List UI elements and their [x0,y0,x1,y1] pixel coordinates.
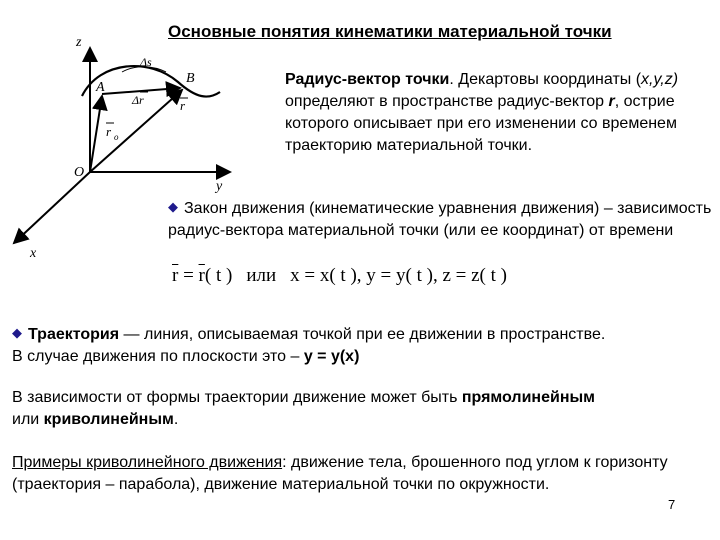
point-b-label: B [186,71,195,86]
delta-r-label: Δr [132,93,144,107]
axis-x-label: x [30,246,37,261]
trajectory-forms-text: В зависимости от формы траектории движение может быть прямолинейным или криволинейным. [12,389,595,428]
motion-equation: $\overline{r} = \overline{r}$( t ) или x = x( t ), y = y( t ), z = z( t ) [172,265,507,286]
point-a-label: A [96,80,105,95]
axis-z-label: z [76,35,82,50]
r-zero-sub-label: o [114,132,119,142]
x-axis [14,172,90,243]
radius-vector-text: Радиус-вектор точки. Декартовы координаты (x,y,z) определяют в пространстве радиус-вектор r, острие которого описывает при его изменении со временем траекторию материальной точки. [285,71,679,154]
axis-y-label: y [216,179,223,194]
law-of-motion-text: ◆ Закон движения (кинематические уравнения движения) – зависимость радиус-вектора материальной точки (или ее координат) от времени [168,199,712,239]
r0-vector [90,96,102,172]
diamond-bullet-icon: ◆ [12,325,22,340]
delta-s-label: Δs [140,55,152,69]
radius-vector-heading: Радиус-вектор точки [285,71,450,88]
r-vector-label: r [180,98,186,113]
trajectory-text: ◆ Траектория — линия, описываемая точкой при ее движении в пространстве. В случае движения по плоскости это – y = y(x) [12,325,606,365]
page-title: Основные понятия кинематики материальной точки [168,22,612,41]
diamond-bullet-icon: ◆ [168,199,178,214]
page-number: 7 [668,497,676,512]
r-zero-label: r [106,124,112,139]
origin-label: O [74,165,85,180]
curvilinear-examples-text: Примеры криволинейного движения: движение тела, брошенного под углом к горизонту (траектория – парабола), движение материальной точки по окружности. [12,454,668,493]
